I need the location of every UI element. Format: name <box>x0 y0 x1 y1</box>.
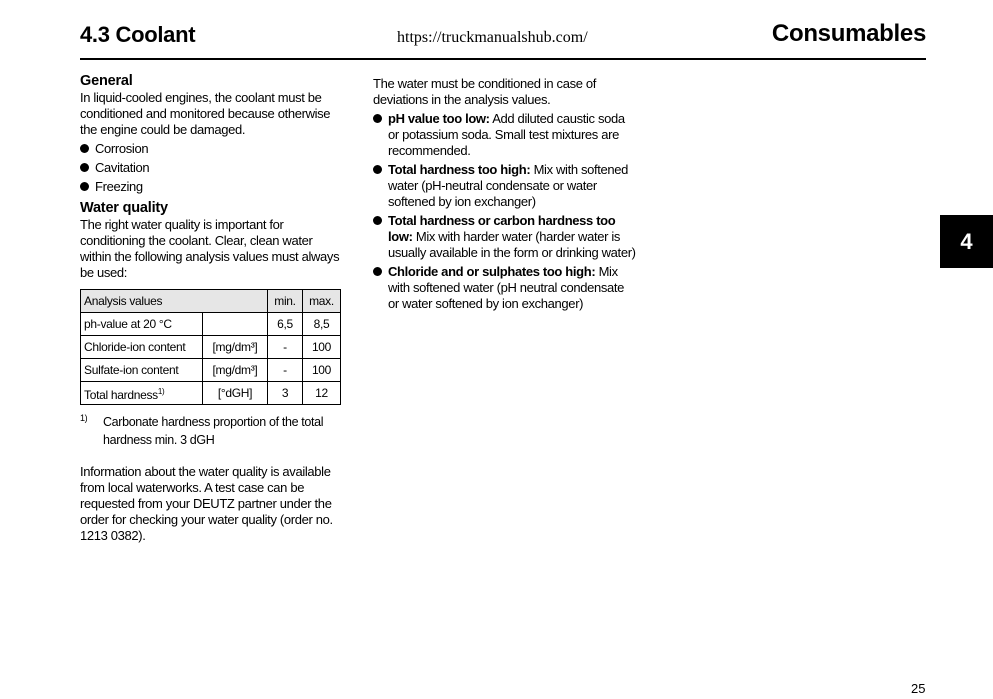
cell-unit <box>203 313 268 336</box>
bullet-icon <box>373 267 382 276</box>
cell-unit: [mg/dm³] <box>203 336 268 359</box>
table-row <box>81 359 341 382</box>
bullet-icon <box>80 163 89 172</box>
water-quality-heading: Water quality <box>80 200 168 216</box>
list-item: pH value too low: Add diluted caustic soda or potassium soda. Small test mixtures are recommended. <box>373 111 638 159</box>
cell-name: ph-value at 20 °C <box>81 313 203 336</box>
table-row <box>81 313 341 336</box>
general-heading: General <box>80 73 133 89</box>
table-row <box>81 336 341 359</box>
list-item: Total hardness or carbon hardness too low: Mix with harder water (harder water is usually available in the form or drinking water) <box>373 213 638 261</box>
chapter-tab: 4 <box>940 215 993 268</box>
cell-max: 100 <box>303 336 341 359</box>
bullet-icon <box>80 182 89 191</box>
cell-max: 12 <box>303 382 341 405</box>
bullet-icon <box>373 114 382 123</box>
footnote-text: Carbonate hardness proportion of the total hardness min. 3 dGH <box>103 415 324 447</box>
general-intro: In liquid-cooled engines, the coolant must be conditioned and monitored because otherwise the engine could be damaged. <box>80 90 331 137</box>
header-url[interactable]: https://truckmanualshub.com/ <box>397 29 588 46</box>
header-max: max. <box>303 290 341 313</box>
damage-list <box>80 141 345 195</box>
list-item: Freezing <box>80 179 345 195</box>
cell-name: Total hardness$^{1)}$ <box>81 382 203 405</box>
cell-max: 100 <box>303 359 341 382</box>
cell-name: Sulfate-ion content <box>81 359 203 382</box>
footnote-mark: 1) <box>80 413 88 423</box>
header-min: min. <box>268 290 303 313</box>
page-number: 25 <box>911 681 926 696</box>
cell-min: 6,5 <box>268 313 303 336</box>
list-item: Corrosion <box>80 141 345 157</box>
cell-min: 3 <box>268 382 303 405</box>
cell-unit: [mg/dm³] <box>203 359 268 382</box>
cell-max: 8,5 <box>303 313 341 336</box>
table-header-row <box>81 290 341 313</box>
cell-min: - <box>268 359 303 382</box>
bullet-icon <box>373 216 382 225</box>
left-column <box>80 72 345 544</box>
water-quality-intro: The right water quality is important for conditioning the coolant. Clear, clean water within the following analysis values must always be used: <box>80 217 340 280</box>
header-analysis: Analysis values <box>81 290 268 313</box>
bullet-icon <box>80 144 89 153</box>
cell-name: Chloride-ion content <box>81 336 203 359</box>
footnote <box>80 413 345 449</box>
list-item: Chloride and or sulphates too high: Mix with softened water (pH neutral condensate or water softened by ion exchanger) <box>373 264 638 312</box>
conditioning-intro: The water must be conditioned in case of deviations in the analysis values. <box>373 76 597 107</box>
analysis-table <box>80 289 341 405</box>
cell-unit: [°dGH] <box>203 382 268 405</box>
footnote-ref: 1) <box>157 386 165 396</box>
table-row <box>81 382 341 405</box>
section-title: Consumables <box>771 20 926 47</box>
right-column <box>373 76 638 312</box>
bullet-icon <box>373 165 382 174</box>
water-quality-info: Information about the water quality is available from local waterworks. A test case can be requested from your DEUTZ partner under the order for checking your water quality (order no. 1213 0382). <box>80 464 333 543</box>
cell-min: - <box>268 336 303 359</box>
list-item: Cavitation <box>80 160 345 176</box>
list-item: Total hardness too high: Mix with softened water (pH-neutral condensate or water softened by ion exchanger) <box>373 162 638 210</box>
header-rule <box>80 58 926 60</box>
conditioning-list <box>373 111 638 312</box>
page-title: 4.3 Coolant <box>80 22 196 47</box>
